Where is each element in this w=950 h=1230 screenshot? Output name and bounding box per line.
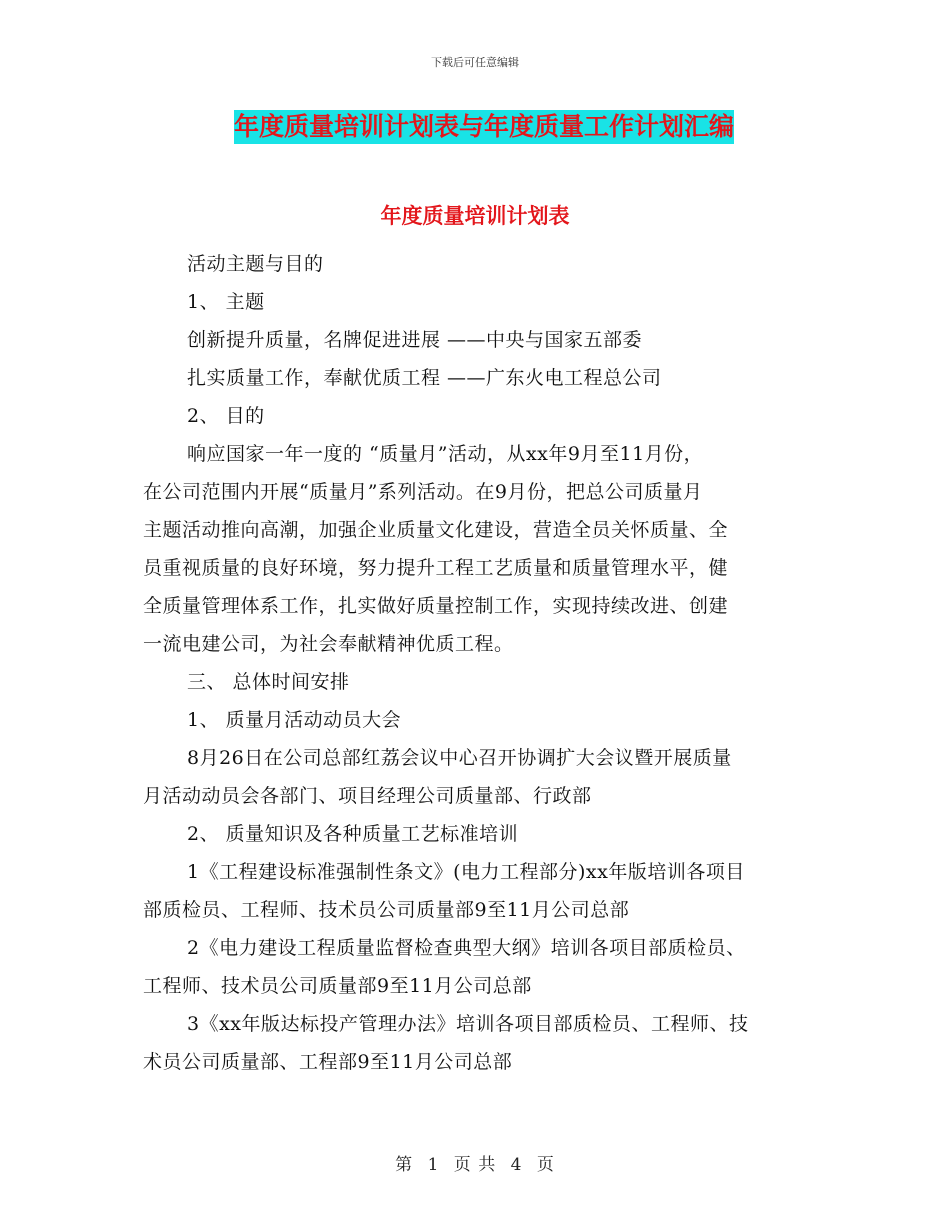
body-text-line: 8月26日在公司总部红荔会议中心召开协调扩大会议暨开展质量 (187, 747, 732, 769)
body-text-line: 月活动动员会各部门、项目经理公司质量部、行政部 (143, 785, 592, 807)
body-text-line: 工程师、技术员公司质量部9至11月公司总部 (143, 975, 532, 997)
body-text-line: 全质量管理体系工作，扎实做好质量控制工作，实现持续改进、创建 (143, 595, 729, 617)
document-body (143, 245, 808, 1081)
body-text-line: 一流电建公司，为社会奉献精神优质工程。 (143, 633, 514, 655)
body-text-line: 1、 主题 (187, 291, 265, 313)
body-text-line: 1《工程建设标准强制性条文》(电力工程部分)xx年版培训各项目 (187, 861, 745, 883)
body-text-line: 部质检员、工程师、技术员公司质量部9至11月公司总部 (143, 899, 630, 921)
body-text-line: 1、 质量月活动动员大会 (187, 709, 402, 731)
body-text-line: 响应国家一年一度的 “质量月”活动，从xx年9月至11月份， (187, 443, 704, 465)
footer-suffix: 页 (536, 1155, 555, 1175)
body-text-line: 创新提升质量，名牌促进进展 ——中央与国家五部委 (187, 329, 643, 351)
footer-current-page: 1 (427, 1155, 440, 1175)
footer-prefix: 第 (395, 1155, 414, 1175)
page-number-footer (0, 1150, 950, 1175)
body-text-line: 3《xx年版达标投产管理办法》培训各项目部质检员、工程师、技 (187, 1013, 749, 1035)
footer-total-pages: 4 (510, 1155, 523, 1175)
body-text-line: 2、 目的 (187, 405, 265, 427)
footer-middle: 页 共 (453, 1155, 497, 1175)
body-text-line: 扎实质量工作，奉献优质工程 ——广东火电工程总公司 (187, 367, 662, 389)
body-text-line: 2、 质量知识及各种质量工艺标准培训 (187, 823, 519, 845)
body-text-line: 术员公司质量部、工程部9至11月公司总部 (143, 1051, 513, 1073)
body-text-line: 主题活动推向高潮，加强企业质量文化建设，营造全员关怀质量、全 (143, 519, 729, 541)
body-text-line: 2《电力建设工程质量监督检查典型大纲》培训各项目部质检员、 (187, 937, 746, 959)
body-text-line: 三、 总体时间安排 (187, 671, 350, 693)
body-text-line: 活动主题与目的 (187, 253, 324, 275)
page-header-note: 下载后可任意编辑 (431, 56, 519, 69)
section-title: 年度质量培训计划表 (380, 204, 570, 228)
document-title: 年度质量培训计划表与年度质量工作计划汇编 (234, 110, 734, 144)
body-text-line: 在公司范围内开展“质量月”系列活动。在9月份，把总公司质量月 (143, 481, 703, 503)
body-text-line: 员重视质量的良好环境，努力提升工程工艺质量和质量管理水平，健 (143, 557, 729, 579)
